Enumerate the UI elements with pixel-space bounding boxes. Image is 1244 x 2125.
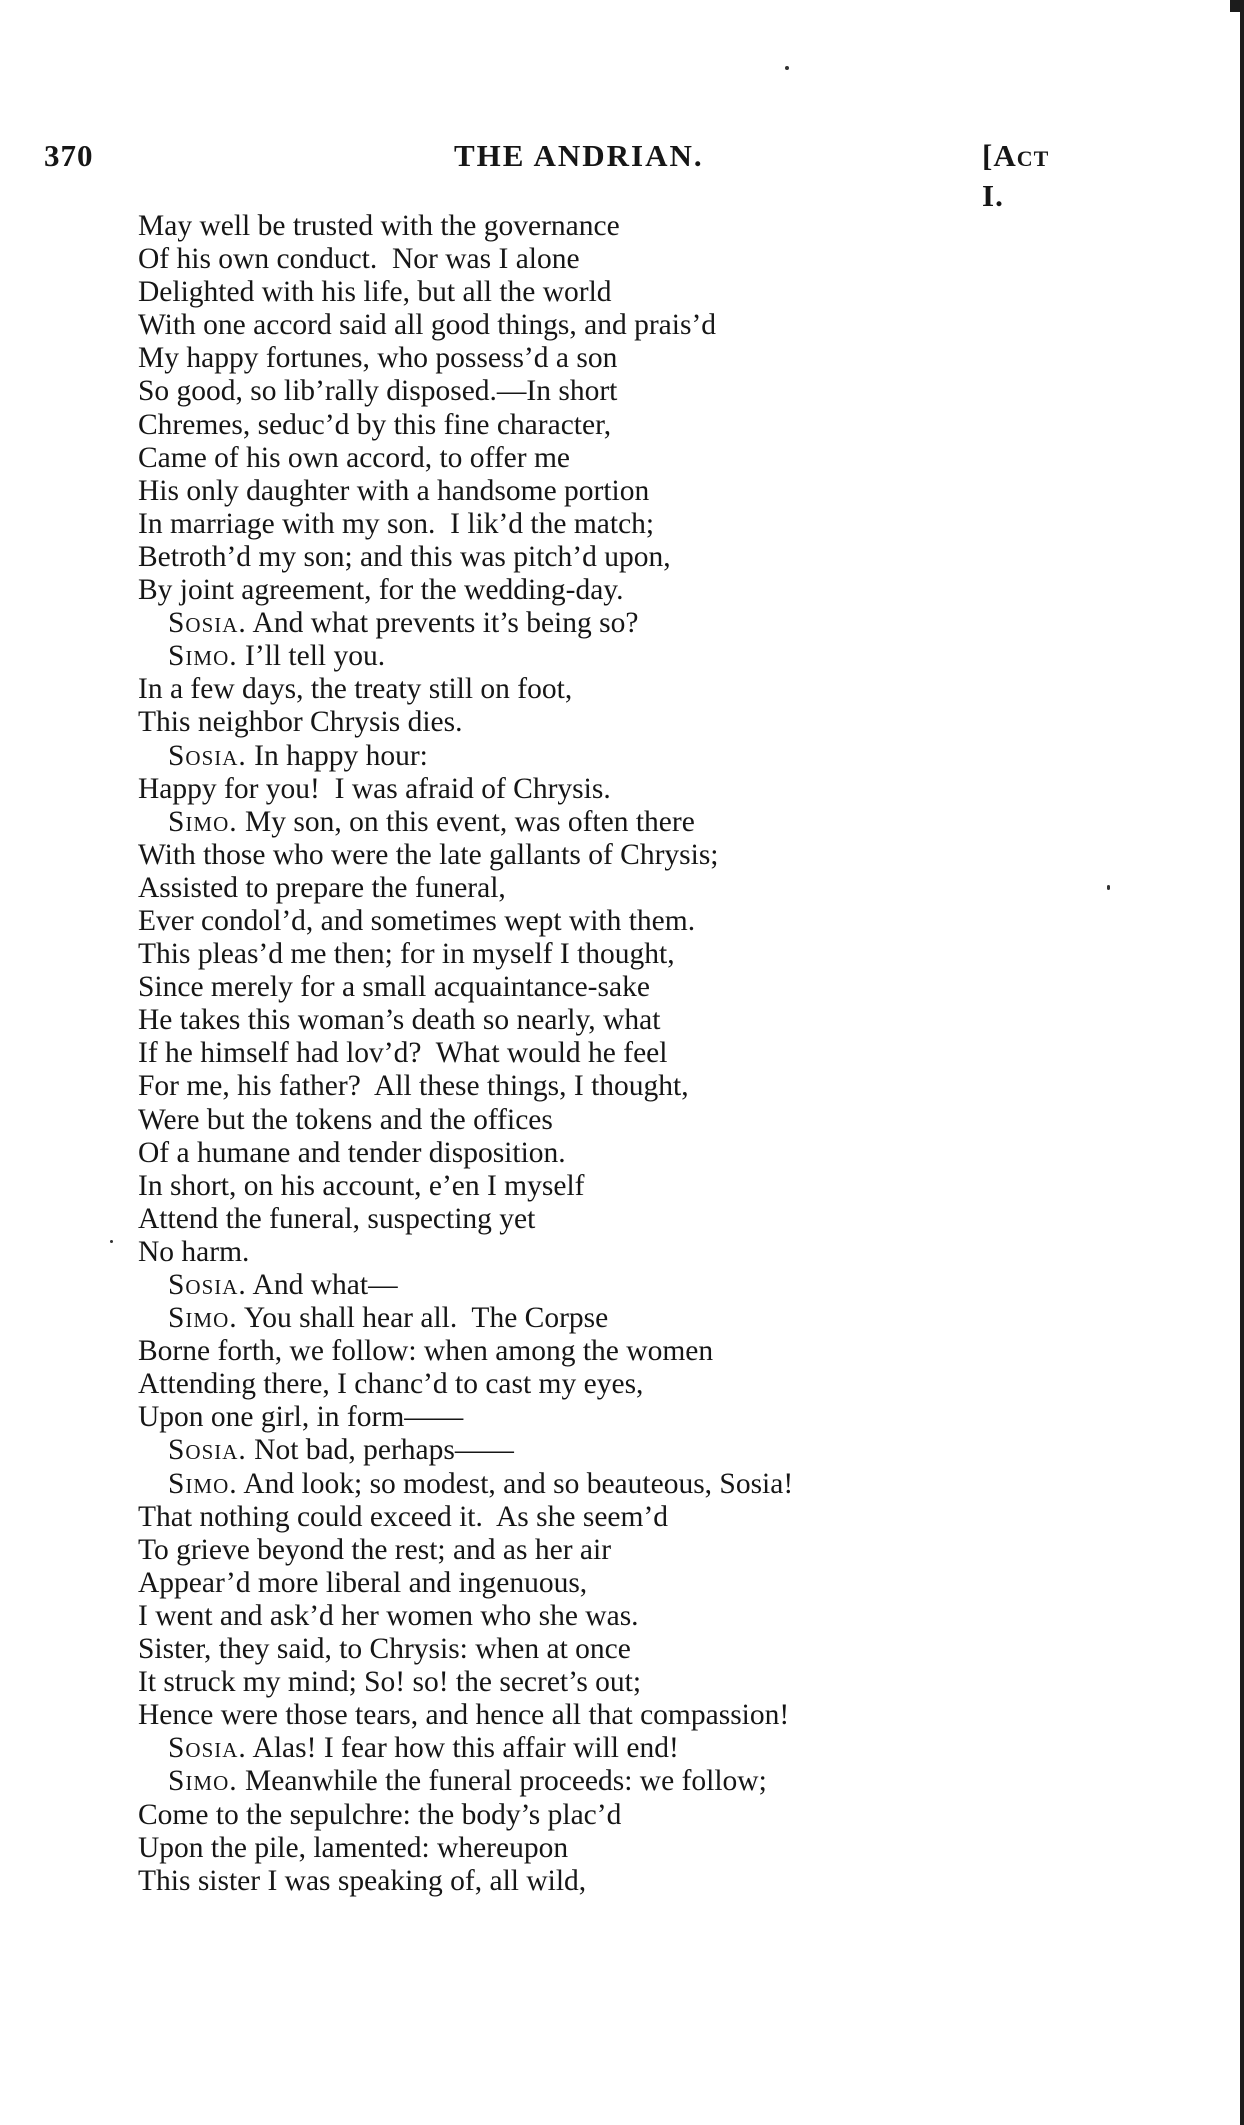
- verse-line: [138, 1699, 1018, 1732]
- line-text: Since merely for a small acquaintance-sake: [138, 971, 650, 1004]
- page-header: [44, 136, 1050, 213]
- line-text: By joint agreement, for the wedding-day.: [138, 574, 624, 607]
- line-text: In short, on his account, e’en I myself: [138, 1169, 585, 1202]
- line-text: In a few days, the treaty still on foot,: [138, 673, 573, 706]
- line-text: To grieve beyond the rest; and as her air: [138, 1533, 612, 1566]
- print-speck: [785, 66, 789, 70]
- line-text: With those who were the late gallants of Chrysis;: [138, 838, 719, 871]
- line-text: Sister, they said, to Chrysis: when at once: [138, 1633, 631, 1666]
- speech-line: [138, 1434, 1018, 1467]
- line-text: In happy hour:: [246, 739, 428, 772]
- speaker-name: Sosia.: [168, 607, 247, 640]
- line-text: That nothing could exceed it. As she seem’d: [138, 1500, 669, 1533]
- page-edge-shadow: [1240, 0, 1244, 2125]
- line-text: Borne forth, we follow: when among the women: [138, 1335, 714, 1368]
- verse-line: [138, 773, 1018, 806]
- speech-line: [138, 806, 1018, 839]
- verse-line: [138, 1865, 1018, 1898]
- verse-line: [138, 839, 1018, 872]
- verse-line: [138, 309, 1018, 342]
- verse-line: [138, 1335, 1018, 1368]
- verse-line: [138, 1799, 1018, 1832]
- speech-line: [138, 1269, 1018, 1302]
- verse-line: [138, 276, 1018, 309]
- page-edge-mark: [1230, 0, 1240, 12]
- speaker-name: Simo.: [168, 1467, 238, 1500]
- speaker-name: Sosia.: [168, 1269, 247, 1301]
- line-text: Meanwhile the funeral proceeds: we follow;: [237, 1765, 767, 1798]
- verse-line: [138, 1104, 1018, 1137]
- verse-line: [138, 673, 1018, 706]
- verse-line: [138, 1137, 1018, 1170]
- line-text: This neighbor Chrysis dies.: [138, 706, 463, 739]
- speech-line: [138, 607, 1018, 640]
- verse-line: [138, 210, 1018, 243]
- line-text: Ever condol’d, and sometimes wept with them.: [138, 904, 696, 937]
- line-text: Chremes, seduc’d by this fine character,: [138, 408, 612, 441]
- act-numeral: I.: [982, 178, 1004, 213]
- verse-line: [138, 574, 1018, 607]
- verse-line: [138, 1832, 1018, 1865]
- line-text: Come to the sepulchre: the body’s plac’d: [138, 1798, 622, 1831]
- verse-line: [138, 243, 1018, 276]
- speaker-name: Simo.: [168, 1765, 238, 1798]
- verse-text: [138, 210, 1018, 1898]
- line-text: May well be trusted with the governance: [138, 210, 620, 242]
- speech-line: [138, 1765, 1018, 1798]
- line-text: Happy for you! I was afraid of Chrysis.: [138, 772, 611, 805]
- line-text: He takes this woman’s death so nearly, what: [138, 1004, 661, 1037]
- line-text: Of a humane and tender disposition.: [138, 1136, 566, 1169]
- line-text: If he himself had lov’d? What would he feel: [138, 1037, 668, 1070]
- act-label: [982, 136, 1049, 216]
- verse-line: [138, 938, 1018, 971]
- line-text: Were but the tokens and the offices: [138, 1103, 553, 1136]
- verse-line: [138, 1666, 1018, 1699]
- verse-line: [138, 1534, 1018, 1567]
- verse-line: [138, 1567, 1018, 1600]
- line-text: Upon the pile, lamented: whereupon: [138, 1831, 569, 1864]
- line-text: With one accord said all good things, and prais’d: [138, 309, 717, 342]
- line-text: And what prevents it’s being so?: [246, 607, 639, 640]
- line-text: For me, his father? All these things, I thought,: [138, 1070, 689, 1103]
- line-text: So good, so lib’rally disposed.—In short: [138, 375, 618, 408]
- line-text: No harm.: [138, 1235, 250, 1268]
- verse-line: [138, 375, 1018, 408]
- verse-line: [138, 475, 1018, 508]
- line-text: Delighted with his life, but all the world: [138, 276, 612, 309]
- line-text: I went and ask’d her women who she was.: [138, 1599, 639, 1632]
- speaker-name: Simo.: [168, 805, 238, 838]
- line-text: Assisted to prepare the funeral,: [138, 871, 506, 904]
- running-title: THE ANDRIAN.: [454, 138, 704, 173]
- verse-line: [138, 1037, 1018, 1070]
- verse-line: [138, 872, 1018, 905]
- line-text: My son, on this event, was often there: [237, 805, 695, 838]
- line-text: Upon one girl, in form——: [138, 1401, 464, 1434]
- line-text: This pleas’d me then; for in myself I thought,: [138, 938, 675, 971]
- line-text: Appear’d more liberal and ingenuous,: [138, 1566, 588, 1599]
- verse-line: [138, 442, 1018, 475]
- verse-line: [138, 409, 1018, 442]
- line-text: Not bad, perhaps——: [246, 1434, 514, 1467]
- line-text: And look; so modest, and so beauteous, Sosia!: [237, 1467, 794, 1500]
- speaker-name: Sosia.: [168, 739, 247, 772]
- speech-line: [138, 1468, 1018, 1501]
- verse-line: [138, 1203, 1018, 1236]
- verse-line: [138, 905, 1018, 938]
- speaker-name: Simo.: [168, 1302, 238, 1335]
- speech-line: [138, 640, 1018, 673]
- speech-line: [138, 740, 1018, 773]
- line-text: Of his own conduct. Nor was I alone: [138, 243, 580, 276]
- line-text: His only daughter with a handsome portion: [138, 474, 650, 507]
- line-text: It struck my mind; So! so! the secret’s out;: [138, 1666, 642, 1699]
- line-text: You shall hear all. The Corpse: [237, 1302, 609, 1335]
- verse-line: [138, 706, 1018, 739]
- verse-line: [138, 1236, 1018, 1269]
- page-number: 370: [44, 138, 94, 173]
- verse-line: [138, 508, 1018, 541]
- verse-line: [138, 1501, 1018, 1534]
- act-bracket: [: [982, 138, 994, 173]
- verse-line: [138, 1633, 1018, 1666]
- line-text: Hence were those tears, and hence all that compassion!: [138, 1699, 790, 1732]
- speaker-name: Sosia.: [168, 1434, 247, 1467]
- line-text: Alas! I fear how this affair will end!: [246, 1732, 679, 1765]
- speech-line: [138, 1732, 1018, 1765]
- speaker-name: Simo.: [168, 640, 238, 673]
- print-speck: [110, 1240, 113, 1243]
- speaker-name: Sosia.: [168, 1732, 247, 1765]
- verse-line: [138, 342, 1018, 375]
- line-text: I’ll tell you.: [237, 640, 386, 673]
- speech-line: [138, 1302, 1018, 1335]
- verse-line: [138, 1004, 1018, 1037]
- print-speck: [1107, 885, 1110, 890]
- line-text: Betroth’d my son; and this was pitch’d upon,: [138, 540, 671, 573]
- act-word: Act: [993, 138, 1050, 173]
- line-text: Came of his own accord, to offer me: [138, 441, 570, 474]
- verse-line: [138, 1600, 1018, 1633]
- verse-line: [138, 971, 1018, 1004]
- verse-line: [138, 1070, 1018, 1103]
- verse-line: [138, 1368, 1018, 1401]
- line-text: Attending there, I chanc’d to cast my eyes,: [138, 1368, 644, 1401]
- line-text: Attend the funeral, suspecting yet: [138, 1202, 536, 1235]
- verse-line: [138, 1401, 1018, 1434]
- verse-line: [138, 541, 1018, 574]
- line-text: This sister I was speaking of, all wild,: [138, 1864, 587, 1897]
- line-text: In marriage with my son. I lik’d the match;: [138, 507, 655, 540]
- line-text: My happy fortunes, who possess’d a son: [138, 342, 618, 375]
- verse-line: [138, 1170, 1018, 1203]
- line-text: And what—: [246, 1269, 398, 1301]
